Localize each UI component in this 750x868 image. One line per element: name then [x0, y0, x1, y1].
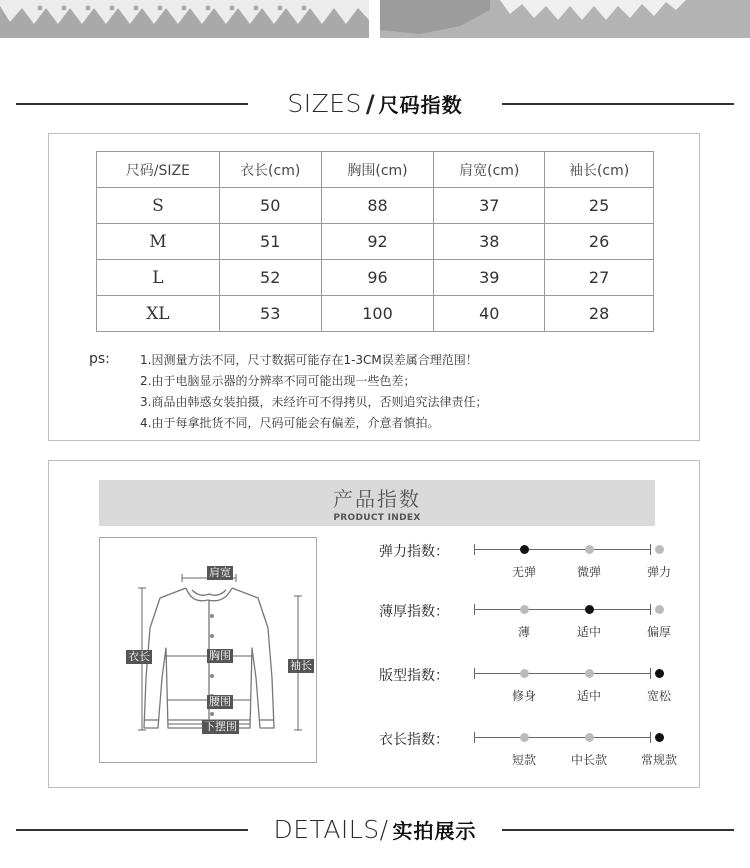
chest-value: 100 [321, 296, 434, 332]
diagram-label-chest: 胸围 [209, 649, 231, 662]
chest-value: 88 [321, 188, 434, 224]
index-scale-end-tick [474, 604, 475, 615]
details-heading-en: DETAILS/ [273, 815, 389, 844]
index-scale-track [474, 737, 650, 738]
size-table-header-row [97, 152, 654, 188]
product-photo-right [380, 0, 750, 38]
garment-measure-diagram [99, 537, 317, 763]
note-line-2: 2.由于电脑显示器的分辨率不同可能出现一些色差； [140, 374, 416, 388]
index-option-label: 短款 [511, 753, 537, 767]
index-row [379, 601, 672, 645]
note-line-3: 3.商品由韩惑女装拍摄，未经许可不得拷贝，否则追究法律责任； [140, 395, 488, 409]
index-scale-track [474, 609, 650, 610]
index-option-label: 薄 [517, 625, 531, 639]
index-option-label: 微弹 [576, 565, 602, 579]
shoulder-value: 37 [434, 188, 545, 224]
index-row-label: 版型指数： [379, 668, 449, 684]
index-scale-end-tick [650, 604, 651, 615]
sizes-heading-title [0, 84, 750, 127]
diagram-label-hem: 下摆围 [204, 720, 237, 733]
diagram-label-length: 衣长 [128, 650, 150, 663]
details-heading-title [0, 810, 750, 853]
chest-value: 92 [321, 224, 434, 260]
index-dot [520, 605, 529, 614]
table-row [97, 260, 654, 296]
index-dot [655, 545, 664, 554]
diagram-label-waist: 腰围 [209, 695, 231, 708]
note-line-4: 4.由于每拿批货不同，尺码可能会有偏差，介意者慎拍。 [140, 416, 440, 430]
product-index-banner [99, 480, 655, 526]
index-dot [585, 669, 594, 678]
sleeve-value: 26 [545, 224, 654, 260]
size-label: S [97, 188, 220, 224]
length-value: 50 [219, 188, 321, 224]
index-option-label: 修身 [511, 689, 537, 703]
product-index-title-en: PRODUCT INDEX [333, 513, 421, 523]
length-value: 51 [219, 224, 321, 260]
index-row [379, 729, 678, 773]
sizes-section-heading [0, 84, 750, 124]
index-option-label: 无弹 [511, 565, 537, 579]
sleeve-value: 28 [545, 296, 654, 332]
notes-prefix: ps: [89, 351, 110, 367]
index-scale-end-tick [650, 732, 651, 743]
sleeve-value: 27 [545, 260, 654, 296]
index-dot [655, 605, 664, 614]
size-label: XL [97, 296, 220, 332]
index-option-label: 适中 [576, 625, 602, 639]
index-row-label: 薄厚指数： [379, 604, 449, 620]
table-row [97, 296, 654, 332]
header-shoulder: 肩宽(cm) [434, 152, 545, 188]
header-sleeve: 袖长(cm) [545, 152, 654, 188]
index-scale-end-tick [474, 668, 475, 679]
product-index-title-zh: 产品指数 [333, 487, 421, 511]
size-label: M [97, 224, 220, 260]
index-option-label: 偏厚 [646, 625, 672, 639]
size-label: L [97, 260, 220, 296]
index-scale-track [474, 549, 650, 550]
index-scale-end-tick [474, 544, 475, 555]
chest-value: 96 [321, 260, 434, 296]
size-chart-panel [48, 133, 700, 441]
length-value: 52 [219, 260, 321, 296]
sizes-heading-en: SIZES [287, 89, 362, 118]
details-section-heading [0, 810, 750, 850]
product-index-panel [48, 460, 700, 788]
heading-slash: / [365, 90, 375, 118]
index-option-label: 中长款 [570, 753, 608, 767]
sizes-heading-zh: 尺码指数 [378, 93, 463, 117]
details-heading-zh: 实拍展示 [392, 819, 477, 843]
index-dot-selected [655, 733, 664, 742]
index-row [379, 541, 672, 585]
diagram-label-shoulder: 肩宽 [209, 566, 231, 579]
header-size: 尺码/SIZE [97, 152, 220, 188]
index-row [379, 665, 672, 709]
index-scale-track [474, 673, 650, 674]
diagram-label-sleeve: 袖长 [290, 659, 312, 672]
header-chest: 胸围(cm) [321, 152, 434, 188]
index-dot [585, 545, 594, 554]
index-dot [585, 733, 594, 742]
top-photo-strip [0, 0, 750, 42]
index-dot-selected [655, 669, 664, 678]
product-photo-left [0, 0, 369, 38]
index-row-label: 弹力指数： [379, 544, 449, 560]
index-scale-end-tick [650, 668, 651, 679]
header-length: 衣长(cm) [219, 152, 321, 188]
index-dot-selected [520, 545, 529, 554]
table-row [97, 188, 654, 224]
table-row [97, 224, 654, 260]
shoulder-value: 38 [434, 224, 545, 260]
shoulder-value: 39 [434, 260, 545, 296]
index-option-label: 宽松 [646, 689, 672, 703]
index-option-label: 弹力 [646, 565, 672, 579]
size-table [96, 151, 654, 332]
index-dot [520, 669, 529, 678]
index-dot-selected [585, 605, 594, 614]
index-row-label: 衣长指数： [379, 732, 449, 748]
index-scale-end-tick [474, 732, 475, 743]
shoulder-value: 40 [434, 296, 545, 332]
note-line-1: 1.因测量方法不同，尺寸数据可能存在1-3CM误差属合理范围！ [140, 353, 478, 367]
index-option-label: 适中 [576, 689, 602, 703]
index-dot [520, 733, 529, 742]
sleeve-value: 25 [545, 188, 654, 224]
index-scale-end-tick [650, 544, 651, 555]
length-value: 53 [219, 296, 321, 332]
index-option-label: 常规款 [640, 753, 678, 767]
